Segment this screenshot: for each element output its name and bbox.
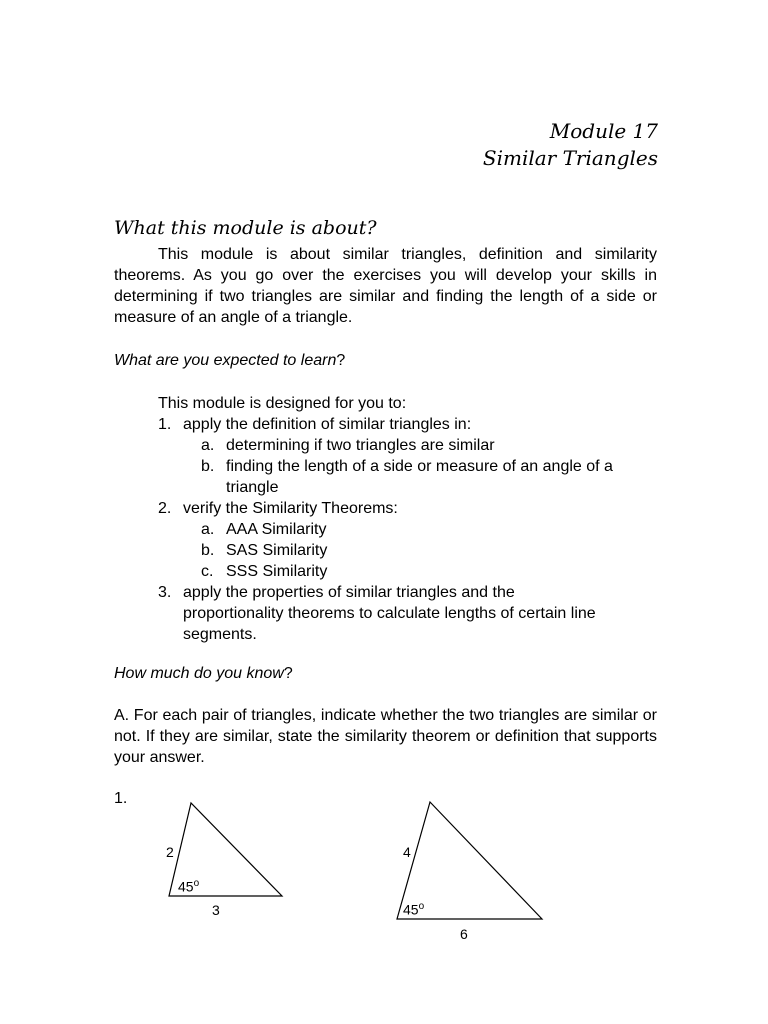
list-item: segments. (183, 626, 257, 643)
triangle-1-angle: 45$^o$ (178, 878, 200, 895)
about-text: This module is about similar triangles, definition and similarity theorems. As you go over the exercises you will develop your skills in determining if two triangles are similar and finding the length of a side or measure of an angle of a triangle. (114, 246, 657, 326)
objectives-intro: This module is designed for you to: (158, 395, 407, 412)
learn-heading-mark: ? (336, 352, 346, 369)
list-item: b. finding the length of a side or measure of an angle of a (201, 458, 613, 475)
know-heading-mark: ? (283, 665, 293, 682)
triangle-2-side-bottom: 6 (460, 926, 468, 942)
triangle-1-side-bottom: 3 (212, 902, 220, 918)
module-number: Module 17 (549, 119, 658, 143)
list-item: 3. apply the properties of similar triangles and the (158, 584, 515, 601)
list-item: triangle (226, 479, 279, 496)
list-item: 1. apply the definition of similar triangles in: (158, 416, 472, 433)
degree-mark: o (193, 878, 200, 889)
item-number: 1. (114, 790, 128, 807)
instruction-paragraph: A. For each pair of triangles, indicate whether the two triangles are similar or not. If they are similar, state the similarity theorem or definition that supports your answer. (114, 707, 657, 766)
know-heading-text: How much do you know (114, 665, 284, 682)
module-title: Similar Triangles (482, 146, 658, 170)
triangle-2-side-left: 4 (403, 844, 411, 860)
list-item: c. SSS Similarity (201, 563, 328, 580)
triangle-2-angle: 45$^o$ (403, 901, 425, 918)
list-item: 2. verify the Similarity Theorems: (158, 500, 398, 517)
list-item: a. determining if two triangles are similar (201, 437, 495, 454)
list-item: a. AAA Similarity (201, 521, 327, 538)
about-heading: What this module is about? (114, 217, 377, 239)
list-item: proportionality theorems to calculate lengths of certain line (183, 605, 596, 622)
triangle-1-side-left: 2 (166, 844, 174, 860)
list-item: b. SAS Similarity (201, 542, 328, 559)
learn-heading-text: What are you expected to learn (114, 352, 337, 369)
degree-mark: o (418, 901, 425, 912)
